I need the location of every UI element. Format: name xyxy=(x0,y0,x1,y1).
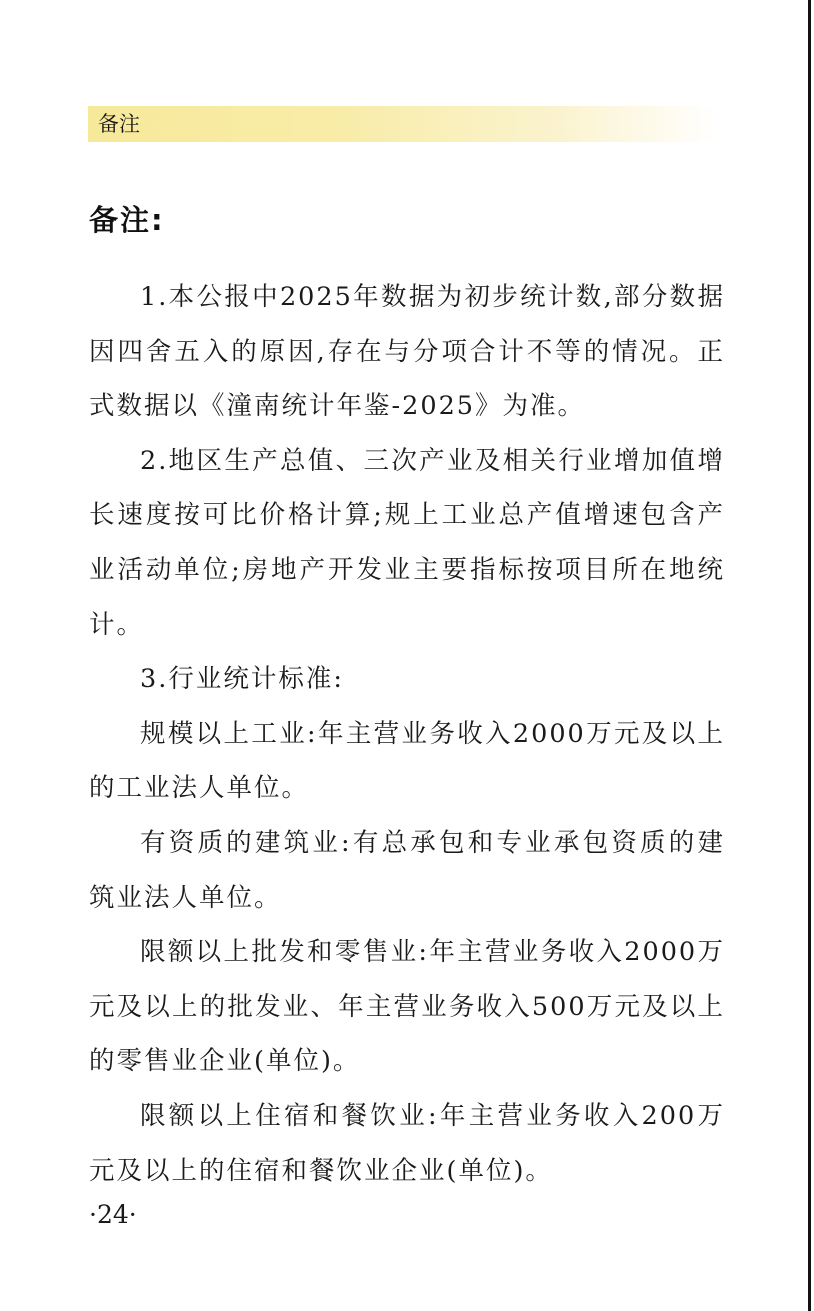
note-paragraph-wholesale-retail: 限额以上批发和零售业:年主营业务收入2000万元及以上的批发业、年主营业务收入500万元及以上的零售业企业(单位)。 xyxy=(89,937,725,1077)
note-paragraph-accommodation-catering: 限额以上住宿和餐饮业:年主营业务收入200万元及以上的住宿和餐饮业企业(单位)。 xyxy=(89,1100,725,1186)
note-paragraph-construction: 有资质的建筑业:有总承包和专业承包资质的建筑业法人单位。 xyxy=(89,827,725,913)
note-paragraph-2: 2.地区生产总值、三次产业及相关行业增加值增长速度按可比价格计算;规上工业总产值增速包含产业活动单位;房地产开发业主要指标按项目所在地统计。 xyxy=(89,445,725,640)
page-number: ·24· xyxy=(89,1200,137,1229)
section-header-label: 备注 xyxy=(98,112,140,136)
note-paragraph-industry: 规模以上工业:年主营业务收入2000万元及以上的工业法人单位。 xyxy=(89,718,725,804)
notes-body xyxy=(89,270,725,1198)
notes-heading: 备注: xyxy=(89,203,165,237)
note-paragraph-3: 3.行业统计标准: xyxy=(140,664,344,695)
section-header-band xyxy=(88,106,718,142)
note-paragraph-1: 1.本公报中2025年数据为初步统计数,部分数据因四舍五入的原因,存在与分项合计不等的情况。正式数据以《潼南统计年鉴-2025》为准。 xyxy=(89,282,725,422)
